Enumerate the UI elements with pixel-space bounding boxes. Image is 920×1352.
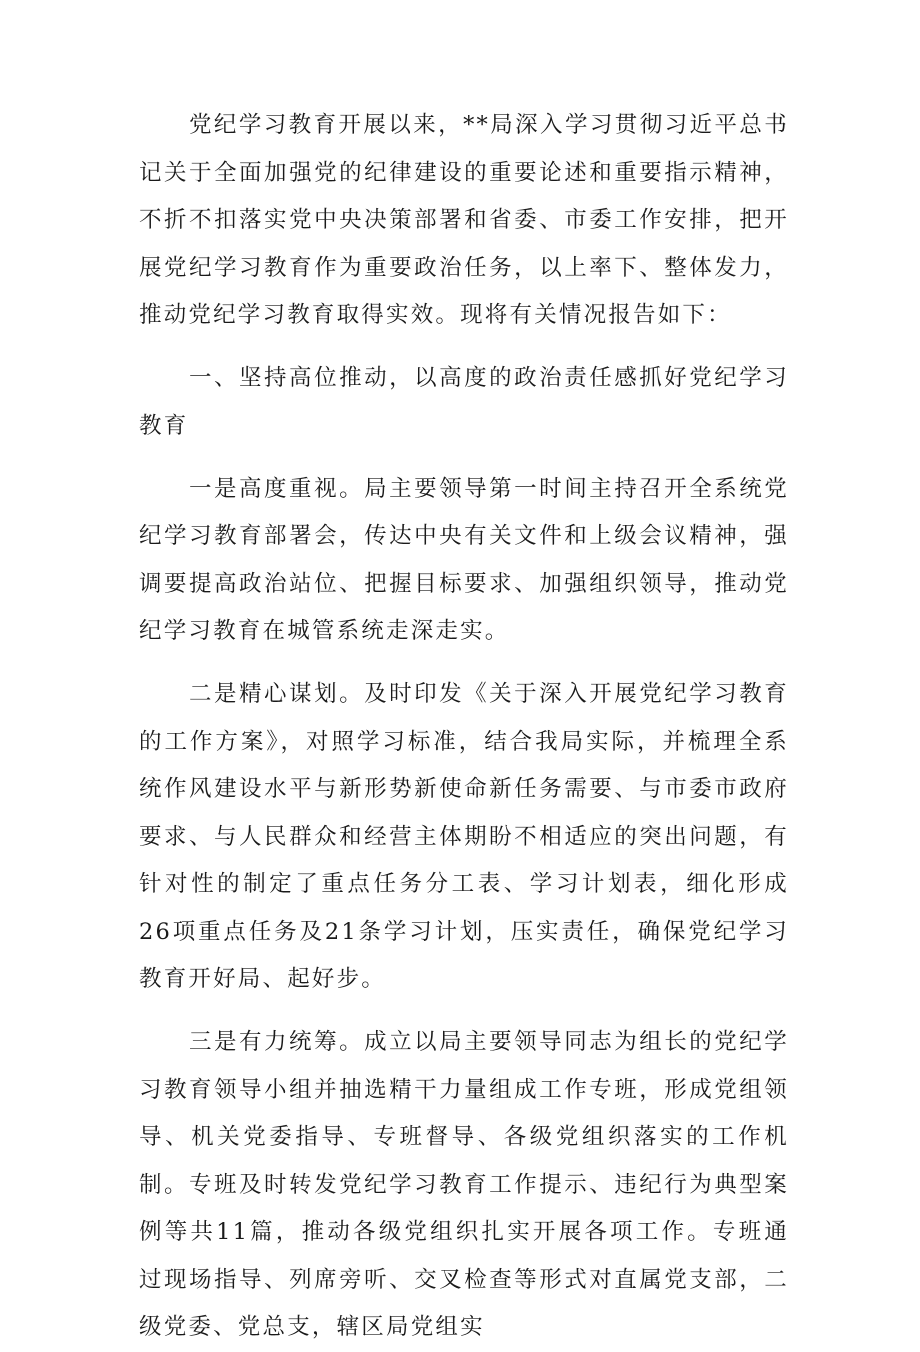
section-heading-1: 一、坚持高位推动，以高度的政治责任感抓好党纪学习教育 bbox=[139, 365, 789, 439]
point-2-paragraph: 二是精心谋划。及时印发《关于深入开展党纪学习教育的工作方案》，对照学习标准，结合我局实际，并梳理全系统作风建设水平与新形势新使命新任务需要、与市委市政府要求、与人民群众和经营主体期盼不相适应的突出问题，有针对性的制定了重点任务分工表、学习计划表，细化形成26项重点任务及21条学习计划，压实责任，确保党纪学习教育开好局、起好步。 bbox=[139, 681, 789, 992]
point-3-paragraph: 三是有力统筹。成立以局主要领导同志为组长的党纪学习教育领导小组并抽选精干力量组成工作专班，形成党组领导、机关党委指导、专班督导、各级党组织落实的工作机制。专班及时转发党纪学习教育工作提示、违纪行为典型案例等共11篇，推动各级党组织扎实开展各项工作。专班通过现场指导、列席旁听、交叉检查等形式对直属党支部，二级党委、党总支，辖区局党组实 bbox=[139, 1029, 789, 1340]
intro-paragraph: 党纪学习教育开展以来，**局深入学习贯彻习近平总书记关于全面加强党的纪律建设的重要论述和重要指示精神，不折不扣落实党中央决策部署和省委、市委工作安排，把开展党纪学习教育作为重要政治任务，以上率下、整体发力，推动党纪学习教育取得实效。现将有关情况报告如下： bbox=[139, 112, 789, 328]
point-1-paragraph: 一是高度重视。局主要领导第一时间主持召开全系统党纪学习教育部署会，传达中央有关文件和上级会议精神，强调要提高政治站位、把握目标要求、加强组织领导，推动党纪学习教育在城管系统走深走实。 bbox=[139, 475, 789, 644]
document-body bbox=[139, 102, 789, 1352]
